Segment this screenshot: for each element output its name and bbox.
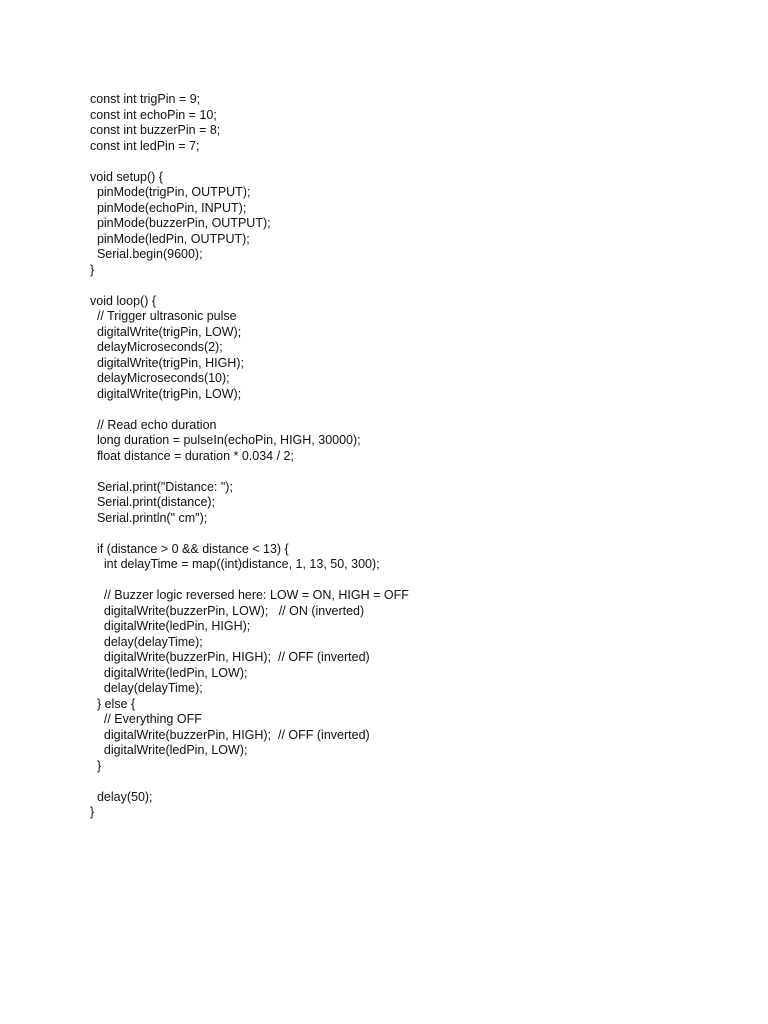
- code-line: long duration = pulseIn(echoPin, HIGH, 30000);: [90, 433, 361, 447]
- code-line: pinMode(ledPin, OUTPUT);: [90, 231, 250, 246]
- code-line: const int buzzerPin = 8;: [90, 123, 221, 137]
- code-line: [90, 278, 409, 294]
- code-line: delay(50);: [90, 789, 153, 804]
- code-line: [90, 464, 409, 480]
- code-line: const int trigPin = 9;: [90, 92, 201, 106]
- code-line: }: [90, 758, 102, 773]
- code-line: delayMicroseconds(10);: [90, 371, 230, 385]
- code-line: delay(delayTime);: [90, 681, 203, 695]
- code-line: pinMode(buzzerPin, OUTPUT);: [90, 216, 271, 230]
- code-line: const int echoPin = 10;: [90, 107, 217, 122]
- code-line: digitalWrite(trigPin, LOW);: [90, 324, 242, 339]
- code-line: }: [90, 262, 95, 277]
- code-line: digitalWrite(ledPin, LOW);: [90, 665, 248, 680]
- code-line: digitalWrite(buzzerPin, HIGH); // OFF (inverted): [90, 727, 370, 742]
- code-line: Serial.println(" cm");: [90, 510, 208, 525]
- code-line: digitalWrite(buzzerPin, LOW); // ON (inverted): [90, 603, 365, 618]
- code-line: [90, 526, 409, 542]
- code-line: [90, 154, 409, 170]
- code-line: float distance = duration * 0.034 / 2;: [90, 448, 294, 463]
- code-line: int delayTime = map((int)distance, 1, 13, 50, 300);: [90, 557, 380, 571]
- code-line: Serial.print(distance);: [90, 495, 216, 509]
- code-line: digitalWrite(trigPin, HIGH);: [90, 355, 244, 370]
- code-line: [90, 774, 409, 790]
- code-line: // Read echo duration: [90, 417, 217, 432]
- code-line: // Everything OFF: [90, 712, 202, 726]
- code-line: }: [90, 805, 95, 819]
- code-line: delayMicroseconds(2);: [90, 340, 223, 354]
- code-listing: [90, 92, 409, 821]
- code-line: digitalWrite(ledPin, LOW);: [90, 743, 248, 757]
- code-line: [90, 573, 409, 589]
- code-line: void setup() {: [90, 169, 163, 184]
- code-line: Serial.begin(9600);: [90, 247, 203, 261]
- code-line: pinMode(trigPin, OUTPUT);: [90, 185, 251, 199]
- code-line: // Buzzer logic reversed here: LOW = ON, HIGH = OFF: [90, 588, 409, 602]
- code-line: } else {: [90, 696, 136, 711]
- code-line: // Trigger ultrasonic pulse: [90, 309, 237, 323]
- code-line: const int ledPin = 7;: [90, 138, 200, 153]
- code-line: [90, 402, 409, 418]
- code-line: digitalWrite(ledPin, HIGH);: [90, 619, 251, 633]
- code-line: digitalWrite(trigPin, LOW);: [90, 386, 242, 401]
- code-line: delay(delayTime);: [90, 634, 203, 649]
- code-line: digitalWrite(buzzerPin, HIGH); // OFF (inverted): [90, 650, 370, 664]
- code-line: Serial.print("Distance: ");: [90, 479, 233, 494]
- code-line: void loop() {: [90, 293, 157, 308]
- code-line: pinMode(echoPin, INPUT);: [90, 200, 247, 215]
- code-line: if (distance > 0 && distance < 13) {: [90, 541, 289, 556]
